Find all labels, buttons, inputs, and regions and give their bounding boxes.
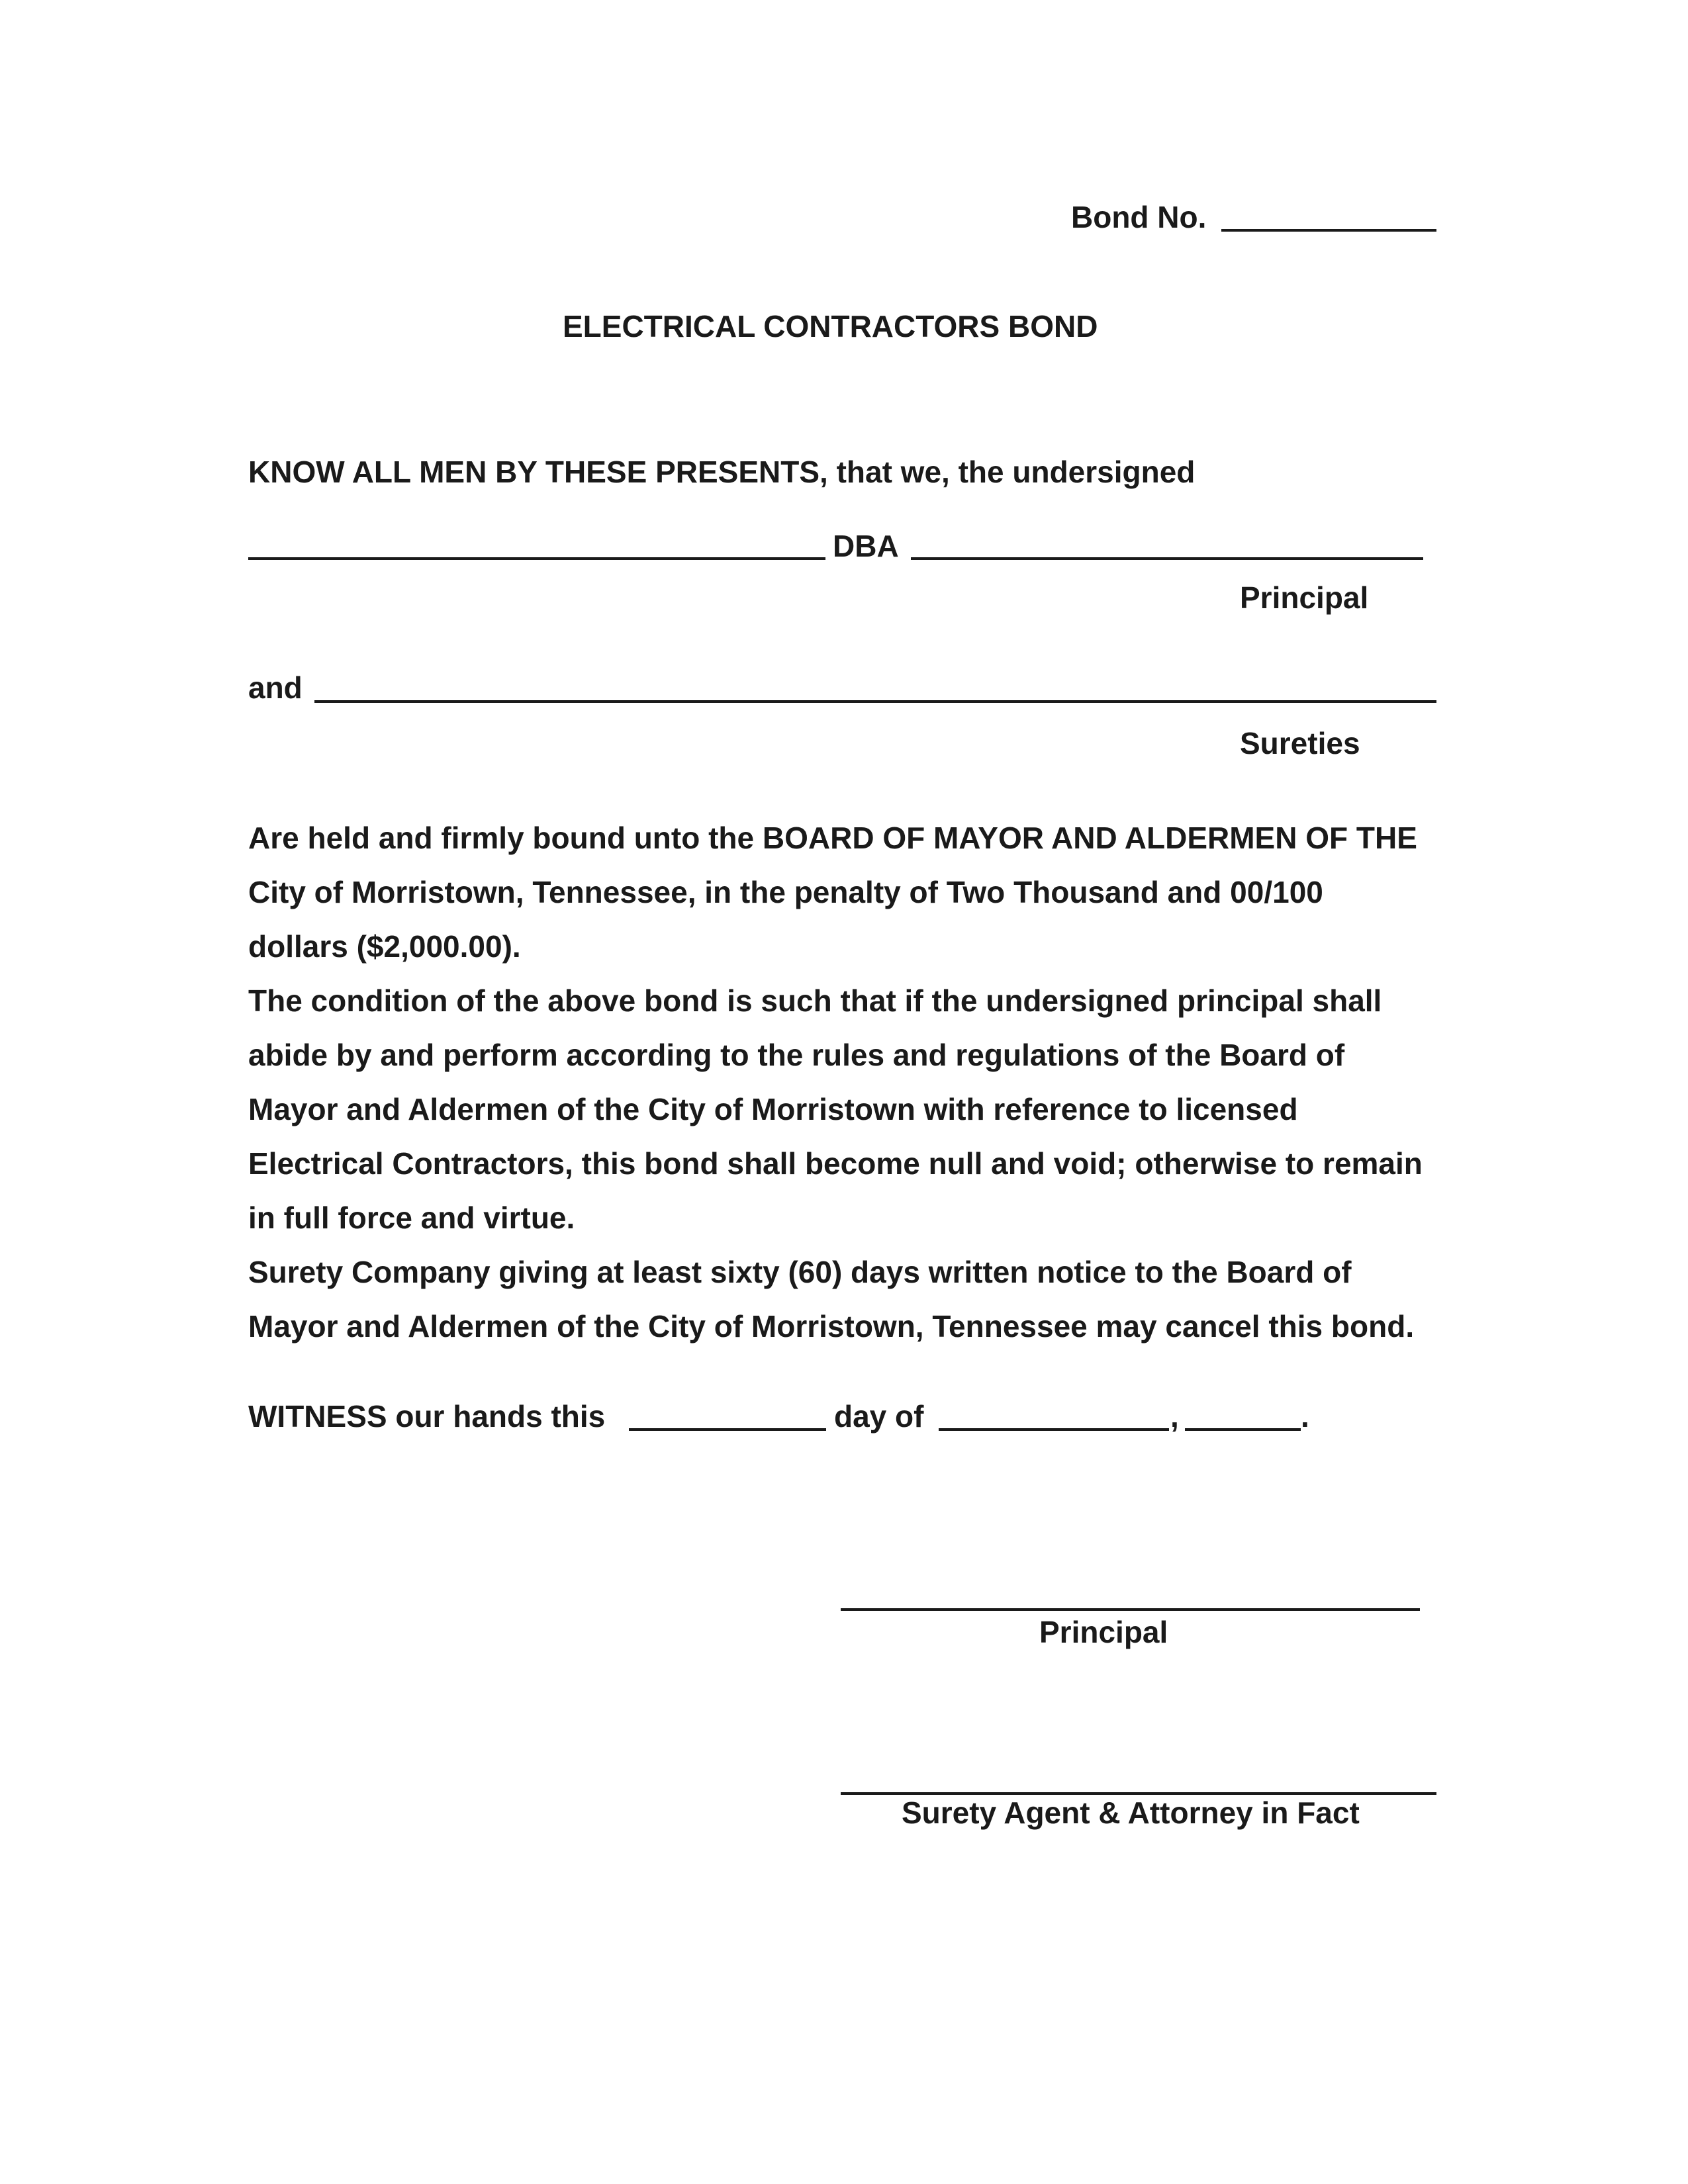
witness-year-field[interactable] bbox=[1185, 1428, 1301, 1431]
witness-day-field[interactable] bbox=[629, 1428, 826, 1431]
intro-text: KNOW ALL MEN BY THESE PRESENTS, that we, the undersigned bbox=[248, 455, 1196, 489]
witness-prefix: WITNESS our hands this bbox=[248, 1399, 606, 1433]
document-title: ELECTRICAL CONTRACTORS BOND bbox=[563, 309, 1098, 343]
body-line: City of Morristown, Tennessee, in the penalty of Two Thousand and 00/100 bbox=[248, 875, 1323, 909]
surety-agent-signature-line[interactable] bbox=[841, 1792, 1436, 1795]
witness-period: . bbox=[1301, 1399, 1309, 1433]
principal-signature-label: Principal bbox=[1039, 1615, 1168, 1649]
witness-day-of-label: day of bbox=[834, 1399, 924, 1433]
principal-signature-line[interactable] bbox=[841, 1608, 1420, 1611]
body-line: Mayor and Aldermen of the City of Morristown with reference to licensed bbox=[248, 1092, 1298, 1126]
bond-number-label: Bond No. bbox=[1071, 200, 1207, 234]
sureties-name-field[interactable] bbox=[314, 700, 1436, 703]
body-line: in full force and virtue. bbox=[248, 1201, 575, 1235]
dba-name-field[interactable] bbox=[911, 557, 1423, 560]
body-line: The condition of the above bond is such that if the undersigned principal shall bbox=[248, 983, 1382, 1018]
principal-name-field[interactable] bbox=[248, 557, 825, 560]
surety-agent-signature-label: Surety Agent & Attorney in Fact bbox=[902, 1796, 1360, 1830]
body-line: Mayor and Aldermen of the City of Morristown, Tennessee may cancel this bond. bbox=[248, 1309, 1415, 1343]
body-line: dollars ($2,000.00). bbox=[248, 929, 521, 964]
witness-comma: , bbox=[1170, 1399, 1179, 1433]
body-line: Surety Company giving at least sixty (60) days written notice to the Board of bbox=[248, 1255, 1352, 1289]
dba-label: DBA bbox=[833, 529, 899, 563]
and-label: and bbox=[248, 670, 303, 705]
witness-month-field[interactable] bbox=[939, 1428, 1169, 1431]
body-line: abide by and perform according to the rules and regulations of the Board of bbox=[248, 1038, 1345, 1072]
body-line: Electrical Contractors, this bond shall become null and void; otherwise to remain bbox=[248, 1146, 1423, 1181]
principal-caption: Principal bbox=[1240, 580, 1369, 615]
body-line: Are held and firmly bound unto the BOARD OF MAYOR AND ALDERMEN OF THE bbox=[248, 821, 1417, 855]
bond-conditions-text bbox=[248, 811, 1473, 1353]
bond-number-field[interactable] bbox=[1221, 229, 1436, 232]
sureties-caption: Sureties bbox=[1240, 726, 1360, 760]
